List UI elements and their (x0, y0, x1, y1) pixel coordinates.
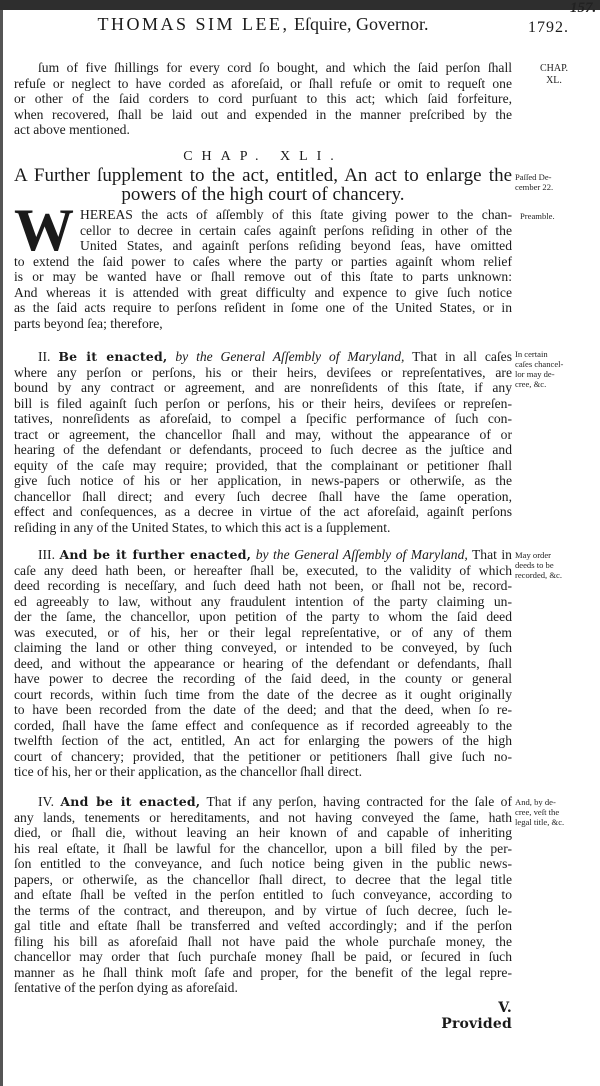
text-line: corded, ſhall have the ſame effect and conſequence as if recorded agreeably to the (14, 717, 512, 733)
text-line: gal title and eſtate ſhall be transferred and veſted accordingly; and if the perſon (14, 918, 512, 933)
running-header-name: THOMAS SIM LEE, (97, 14, 290, 34)
text-line: United States, and againſt perſons reſiding beyond ſeas, have omitted (80, 238, 512, 253)
text-line: ſum of five ſhillings for every cord ſo bought, and which the ſaid perſon ſhall (38, 60, 512, 75)
running-header-title: Eſquire, Governor. (294, 14, 429, 34)
text-line: as the ſaid acts require to perſons reſident in ſome one of the United States, or in (14, 300, 512, 315)
margin-note-section-iii (515, 550, 562, 580)
text-line: or other of the ſaid corders to cord purſuant to this act; which ſaid forfeiture, (14, 91, 512, 106)
section-ii (14, 349, 512, 535)
text-line: twelfth ſection of the act, entitled, An act for enlarging the powers of the high (14, 733, 512, 748)
scan-top-border (0, 0, 600, 10)
text-line: cellor to decree in certain caſes againſt perſons reſiding in other of the (80, 222, 512, 238)
margin-note-line: And, by de- (515, 797, 556, 807)
text-line: effect and conſequences, as a decree in virtue of the act aforeſaid, againſt perſons (14, 504, 512, 519)
margin-note-passed (515, 172, 553, 192)
text-line: deed recording is neceſſary, and ſuch deed hath not been, or ſhall not be, record- (14, 578, 512, 593)
text-line: to have been recorded from the date of the deed; and that the deed, when ſo re- (14, 702, 512, 717)
margin-note-line: XL. (546, 75, 562, 86)
enacting-authority: by the General Aſſembly of Maryland, (251, 547, 468, 562)
text-line: bound by any contract or agreement, and are nonreſidents of this ſtate, if any (14, 380, 512, 395)
text-line: have power to decree the recording of the ſaid deed, in the county or general (14, 671, 512, 686)
text-line: ſon entitled to the conveyance, and ſuch notice being given in the public news- (14, 856, 512, 871)
text-line: ſentative of the perſon dying as aforeſaid. (14, 980, 238, 995)
margin-note-preamble (520, 211, 555, 221)
handwritten-page-number: 157. (570, 0, 597, 16)
section-number: II. (38, 349, 59, 364)
text-line (14, 547, 512, 563)
margin-note-line: recorded, &c. (515, 570, 563, 580)
text-line: give ſuch notice of his or her application, in news-papers or otherwiſe, as the (14, 473, 512, 488)
margin-note-line: lor may de- (515, 369, 555, 379)
margin-note-line: cree, &c. (515, 379, 547, 389)
section-text: That in all caſes (404, 349, 512, 364)
text-line (14, 349, 512, 365)
enacting-authority: by the General Aſſembly of Maryland, (167, 349, 405, 364)
section-text: That if any perſon, having contracted for the ſale of (200, 794, 512, 809)
margin-note-line: In certain (515, 349, 548, 359)
text-line: any lands, tenements or hereditaments, and not having conveyed the ſame, hath (14, 809, 512, 825)
text-line: claiming the land or other thing conveyed, or intended to be conveyed, by ſuch (14, 640, 512, 655)
text-line: chancellor may order that ſuch purchaſe money ſhall be paid, or ſecured in ſuch (14, 949, 512, 964)
enacting-clause: And be it further enacted, (59, 547, 252, 562)
text-line: is or may be wanted have or ſhall remove out of this ſtate to parts unknown: (14, 269, 512, 284)
text-line: act above mentioned. (14, 122, 130, 137)
text-line: died, or ſhall die, without leaving an heir known of and capable of inheriting (14, 825, 512, 840)
text-line: when recovered, ſhall be laid out and expended in the manner preſcribed by the (14, 106, 512, 122)
text-line: court records, within ſuch time from the date of the decree as it ought originally (14, 686, 512, 702)
chapter-title-line: A Further ſupplement to the act, entitled, An act to enlarge the (14, 165, 512, 186)
text-line (14, 794, 512, 810)
margin-note-line: CHAP. (539, 63, 569, 74)
section-text: That in (467, 547, 512, 562)
text-line: where any perſon or perſons, his or their heirs, deviſees or repreſentatives, are (14, 364, 512, 380)
margin-note-line: legal title, &c. (515, 817, 565, 827)
text-line: his real eſtate, it ſhall be lawful for the chancellor, upon a bill filed by the per- (14, 840, 512, 856)
scan-left-edge (0, 10, 3, 1086)
margin-note-line: Paſſed De- (515, 172, 552, 182)
section-iii (14, 547, 512, 780)
margin-note-line: cember 22. (515, 182, 554, 192)
drop-cap: W (14, 197, 74, 263)
text-line: was executed, or of his, her or their legal repreſentative, or of any of them (14, 624, 512, 640)
margin-note-line: deeds to be (515, 560, 554, 570)
text-line: ed agreeably to law, without any fraudulent intention of the party claiming un- (14, 593, 512, 609)
text-line: tract or agreement, the chancellor ſhall and may, without the appearance of or (14, 426, 512, 442)
text-line: caſe any deed hath been, or hereafter ſhall be, executed, to the validity of which (14, 562, 512, 578)
text-line: parts beyond ſea; therefore, (14, 315, 163, 331)
text-line: filing his bill as aforeſaid ſhall not have paid the whole purchaſe money, the (14, 933, 512, 949)
margin-note-section-ii (515, 349, 563, 389)
text-line: HEREAS the acts of aſſembly of this ſtate giving power to the chan- (80, 207, 512, 222)
text-line: equity of the caſe may require; provided, that the complainant or petitioner ſhall (14, 457, 512, 473)
chapter-title (14, 166, 512, 204)
paragraph-chap-xl-end (14, 60, 512, 138)
preamble-paragraph (14, 197, 512, 331)
text-line: the terms of the contract, and thereupon, and by virtue of ſuch decree, ſuch le- (14, 902, 512, 918)
text-line: papers, or otherwiſe, as the chancellor ſhall direct, to decree that the legal title (14, 871, 512, 887)
text-line: refuſe or neglect to have corded as aforeſaid, or ſhall refuſe or omit to requeſt one (14, 75, 512, 91)
text-line: der the ſame, the chancellor, upon petition of the party to whom the ſaid deed (14, 609, 512, 624)
text-line: tatives, nonreſidents as aforeſaid, to compel a ſpecific performance of ſuch con- (14, 411, 512, 426)
catchword: V. Provided (441, 1000, 512, 1032)
section-iv (14, 794, 512, 996)
margin-note-line: cree, veſt the (515, 807, 560, 817)
text-line: hearing of the defendant or defendants, proceed to ſuch decree as the juſtice and (14, 442, 512, 457)
margin-note-line: Preamble. (520, 211, 555, 221)
text-line: chancellor ſhall direct; and every ſuch decree ſhall have the ſame operation, (14, 488, 512, 504)
chapter-title-line: powers of the high court of chancery. (121, 184, 405, 205)
text-line: and eſtate ſhall be veſted in the perſon entitled to ſuch conveyance, according to (14, 887, 512, 902)
text-line: And whereas it is attended with great difficulty and expence to give ſuch notice (14, 284, 512, 300)
running-header-year: 1792. (528, 19, 569, 36)
section-number: III. (38, 547, 60, 562)
text-line: bill is filed againſt ſuch perſon or perſons, his or their heirs, deviſees or repreſen- (14, 395, 512, 411)
section-number: IV. (38, 794, 61, 809)
margin-note-line: caſes chancel- (515, 359, 564, 369)
running-header (14, 14, 512, 35)
text-line: reſiding in any of the United States, to which this act is a ſupplement. (14, 519, 391, 535)
enacting-clause: Be it enacted, (58, 349, 168, 364)
text-line: manner as he ſhall think moſt ſafe and proper, for the benefit of the legal repre- (14, 964, 512, 980)
text-line: deed, and without the appearance or hearing of the defendant or defendants, ſhall (14, 655, 512, 671)
margin-note-chap-xl (518, 63, 590, 87)
enacting-clause: And be it enacted, (60, 794, 201, 809)
text-line: court of chancery; provided, that the petitioner or petitioners ſhall give ſuch no- (14, 748, 512, 764)
chapter-label: CHAP. XLI. (183, 149, 343, 164)
margin-note-line: May order (515, 550, 552, 560)
text-line: to extend the ſaid power to caſes where the party or parties againſt whom relief (14, 253, 512, 269)
margin-note-section-iv (515, 797, 564, 827)
text-line: tice of his, her or their application, as the chancellor ſhall direct. (14, 764, 363, 779)
